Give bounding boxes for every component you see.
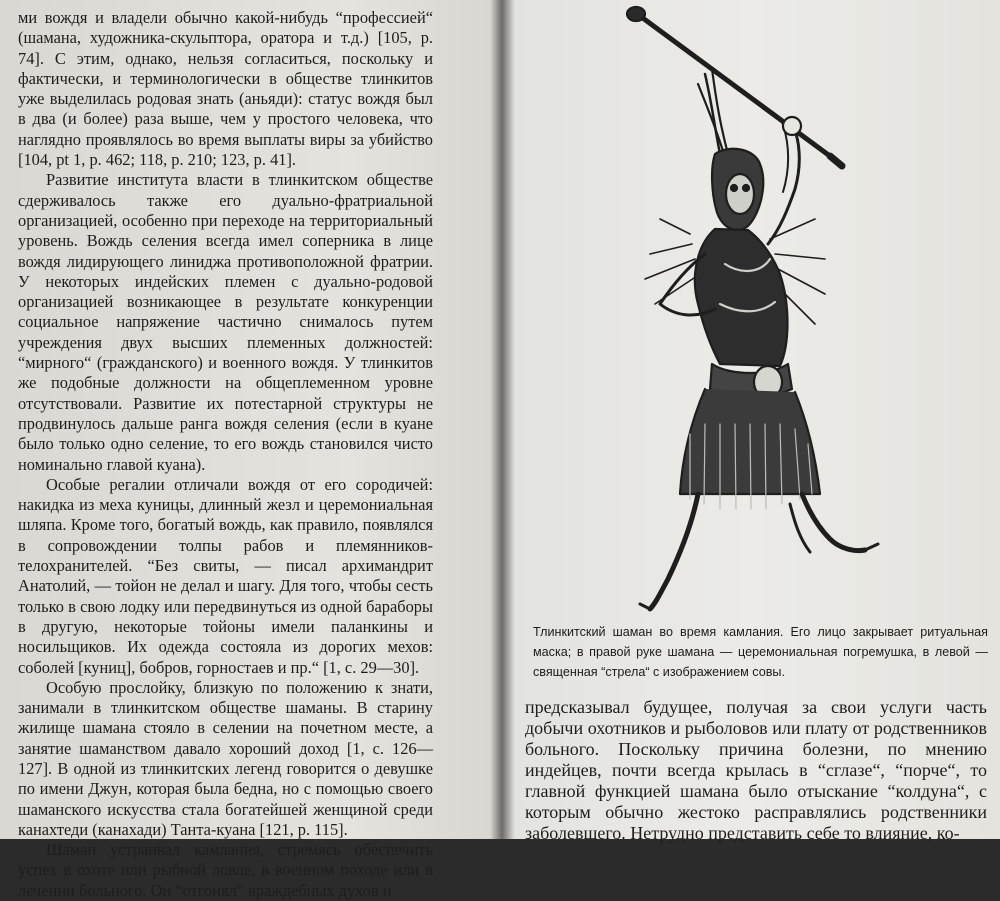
arrow-staff (640, 16, 838, 162)
left-page-text (18, 8, 433, 901)
paragraph: Развитие института власти в тлинкитском обществе сдерживалось также его дуально-фратриальной организацией, особенно при переходе на территориальный уровень. Вождь селения всегда имел соперника в лице вождя лидирующего линиджа противоположной фратрии. У некоторых индейских племен с дуально-родовой организацией возникающее в результате конкуренции социальное напряжение частично снималось путем учреждения двух высших племенных должностей: “мирного“ (гражданского) и военного вождя. У тлинкитов же подобные должности на общеплеменном уровне отсутствовали. Развитие их потестарной структуры не продвинулось дальше ранга вождя селения (если в куане было только одно селение, то его вождь становился чисто номинально главой куана). (18, 170, 433, 474)
figure-caption (533, 622, 988, 682)
left-page (0, 0, 498, 900)
paragraph: Шаман устраивал камлания, стремясь обеспечить успех в охоте или рыбной ловле, в военном походе или в лечении больного. Он “отгонял“ враждебных духов и (18, 840, 433, 900)
arrow-owl-head (627, 7, 645, 21)
caption-text: Тлинкитский шаман во время камлания. Его лицо закрывает ритуальная маска; в правой руке шамана — церемониальная погремушка, в левой — священная “стрела“ с изображением совы. (533, 625, 988, 679)
shaman-illustration (620, 4, 890, 616)
paragraph: ми вождя и владели обычно какой-нибудь “профессией“ (шамана, художника-скульптора, оратора и т.д.) [105, р. 74]. С этим, однако, нельзя согласиться, поскольку и фактически, и терминологически в обществе тлинкитов уже выделилась родовая знать (аньяди): статус вождя был в два (и более) раза выше, чем у простого человека, что наглядно проявлялось во время выплаты виры за убийство [104, pt 1, p. 462; 118, p. 210; 123, p. 41]. (18, 8, 433, 170)
right-page-text (525, 697, 987, 844)
right-page (505, 0, 1000, 843)
paragraph: Особую прослойку, близкую по положению к знати, занимали в тлинкитском обществе шаманы. В старину жилище шамана стояло в селении на почетном месте, а занятие шаманством давало хороший доход [1, с. 126—127]. В одной из тлинкитских легенд говорится о девушке по имени Джун, которая была бедна, но с помощью своего шаманского искусства стала богатейшей женщиной среди канахтеди (канахади) Танта-куана [121, p. 115]. (18, 677, 433, 839)
paragraph: предсказывал будущее, получая за свои услуги часть добычи охотников и рыболовов или плату от родственников больного. Поскольку причина болезни, по мнению индейцев, почти всегда крылась в “сглазе“, “порче“, то главной функцией шамана было отыскание “колдуна“, с которым обычно жестоко расправлялись родственники заболевшего. Нетрудно представить себе то влияние, ко- (525, 697, 987, 843)
paragraph: Особые регалии отличали вождя от его сородичей: накидка из меха куницы, длинный жезл и церемониальная шляпа. Кроме того, богатый вождь, как правило, появлялся в сопровождении толпы рабов и племянников-телохранителей. “Без свиты, — писал архимандрит Анатолий, — тойон не делал и шагу. Для того, чтобы сесть только в свою лодку или передвинуться из одной бараборы в другую, некоторые тойоны имели паланкины и носильщиков. Их одежда состояла из дорогих мехов: соболей [куниц], бобров, горностаев и пр.“ [1, с. 29—30]. (18, 474, 433, 677)
